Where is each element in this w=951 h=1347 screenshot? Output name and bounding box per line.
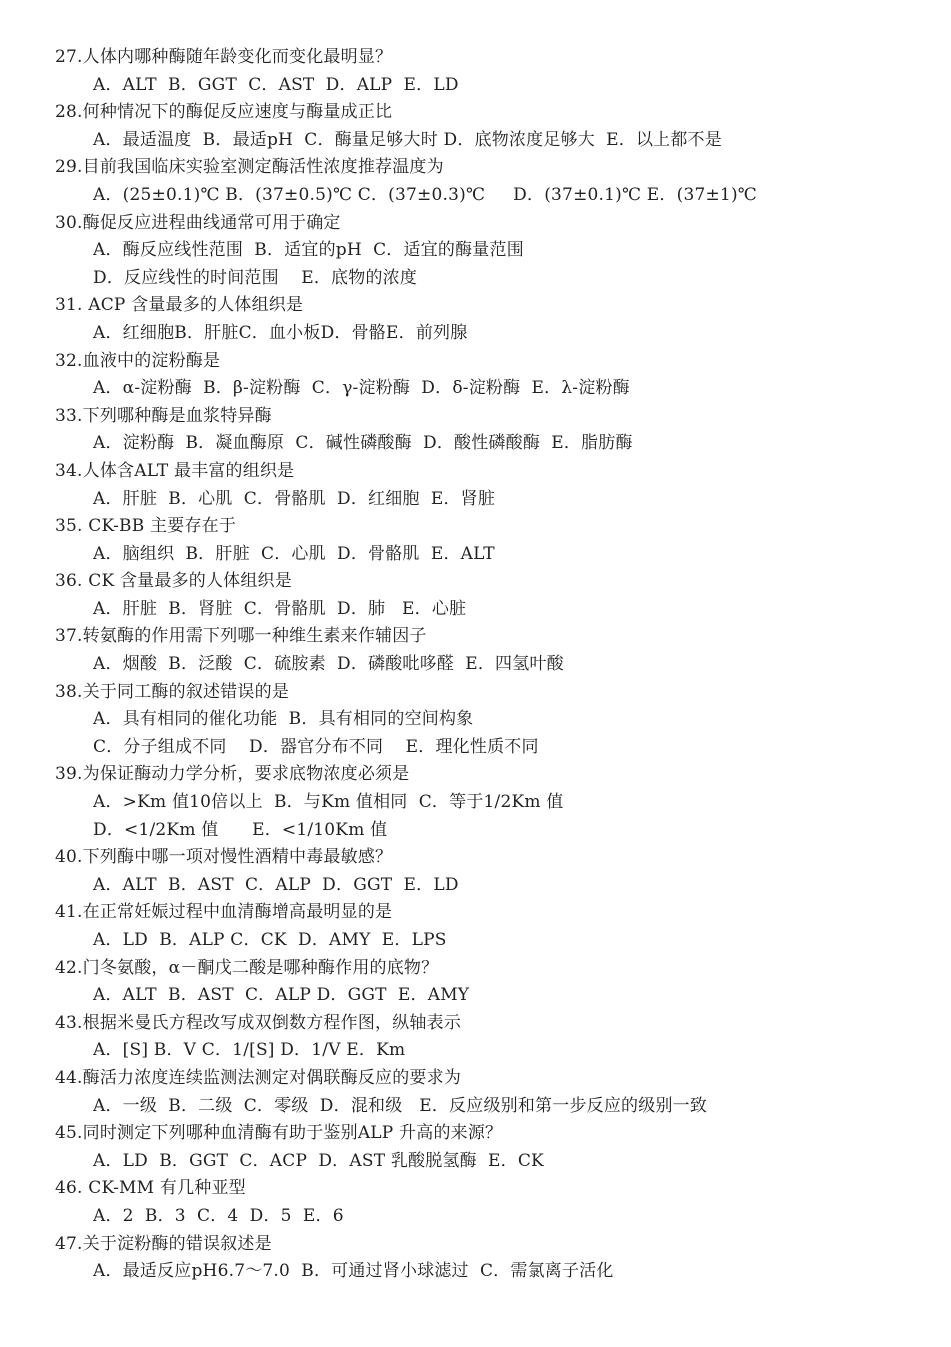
answer-options: A．LD B．GGT C．ACP D．AST 乳酸脱氢酶 E．CK — [93, 1150, 544, 1171]
question-block — [55, 348, 935, 403]
answer-options: A．一级 B．二级 C．零级 D．混和级 E．反应级别和第一步反应的级别一致 — [93, 1095, 708, 1116]
question-text: 30.酶促反应进程曲线通常可用于确定 — [55, 212, 341, 233]
answer-options: A．>Km 值10倍以上 B．与Km 值相同 C．等于1/2Km 值 — [93, 792, 564, 813]
answer-options: A．[S] B．V C．1/[S] D．1/V E．Km — [93, 1040, 406, 1061]
answer-options: A．肝脏 B．肾脏 C．骨骼肌 D．肺 E．心脏 — [93, 598, 467, 619]
question-text: 40.下列酶中哪一项对慢性酒精中毒最敏感？ — [55, 847, 393, 868]
question-block — [55, 154, 935, 209]
question-block — [55, 955, 935, 1010]
question-block — [55, 844, 935, 899]
question-block — [55, 403, 935, 458]
answer-options: A．具有相同的催化功能 B．具有相同的空间构象 — [93, 709, 474, 730]
question-block — [55, 99, 935, 154]
question-block — [55, 1175, 935, 1230]
question-text: 32.血液中的淀粉酶是 — [55, 350, 221, 371]
question-text: 41.在正常妊娠过程中血清酶增高最明显的是 — [55, 902, 393, 923]
question-block — [55, 1010, 935, 1065]
question-block — [55, 623, 935, 678]
question-text: 39.为保证酶动力学分析，要求底物浓度必须是 — [55, 764, 410, 785]
answer-options: A．ALT B．GGT C．AST D．ALP E．LD — [93, 74, 459, 95]
question-block — [55, 899, 935, 954]
question-text: 44.酶活力浓度连续监测法测定对偶联酶反应的要求为 — [55, 1067, 462, 1088]
answer-options: A．烟酸 B．泛酸 C．硫胺素 D．磷酸吡哆醛 E．四氢叶酸 — [93, 654, 564, 675]
question-block — [55, 568, 935, 623]
answer-options: A．ALT B．AST C．ALP D．GGT E．AMY — [93, 985, 470, 1006]
question-block — [55, 1065, 935, 1120]
answer-options: A．酶反应线性范围 B．适宜的pH C．适宜的酶量范围 — [93, 240, 524, 261]
question-block — [55, 1120, 935, 1175]
question-block — [55, 458, 935, 513]
question-text: 35. CK-BB 主要存在于 — [55, 516, 237, 537]
question-text: 34.人体含ALT 最丰富的组织是 — [55, 460, 295, 481]
answer-options: A．最适反应pH6.7～7.0 B．可通过肾小球滤过 C．需氯离子活化 — [93, 1261, 614, 1282]
answer-options: A．淀粉酶 B．凝血酶原 C．碱性磷酸酶 D．酸性磷酸酶 E．脂肪酶 — [93, 433, 633, 454]
question-text: 47.关于淀粉酶的错误叙述是 — [55, 1233, 272, 1254]
question-text: 31. ACP 含量最多的人体组织是 — [55, 295, 304, 316]
question-text: 33.下列哪种酶是血浆特异酶 — [55, 405, 272, 426]
question-text: 45.同时测定下列哪种血清酶有助于鉴别ALP 升高的来源？ — [55, 1123, 503, 1144]
question-block — [55, 210, 935, 293]
answer-options: A．2 B．3 C．4 D．5 E．6 — [93, 1205, 344, 1226]
question-block — [55, 679, 935, 762]
question-block — [55, 513, 935, 568]
question-text: 42.门冬氨酸，α－酮戊二酸是哪种酶作用的底物？ — [55, 957, 439, 978]
question-block — [55, 1231, 935, 1286]
answer-options: A．最适温度 B．最适pH C．酶量足够大时 D．底物浓度足够大 E．以上都不是 — [93, 129, 722, 150]
answer-options: A．脑组织 B．肝脏 C．心肌 D．骨骼肌 E．ALT — [93, 543, 495, 564]
question-text: 36. CK 含量最多的人体组织是 — [55, 571, 292, 592]
answer-options: D．反应线性的时间范围 E．底物的浓度 — [93, 267, 418, 288]
question-block — [55, 44, 935, 99]
question-block — [55, 292, 935, 347]
question-text: 46. CK-MM 有几种亚型 — [55, 1178, 246, 1199]
answer-options: A．LD B．ALP C．CK D．AMY E．LPS — [93, 930, 447, 950]
question-list — [55, 44, 935, 1286]
question-text: 28.何种情况下的酶促反应速度与酶量成正比 — [55, 102, 393, 123]
answer-options: A．红细胞B．肝脏C．血小板D．骨骼E．前列腺 — [93, 322, 468, 343]
question-text: 37.转氨酶的作用需下列哪一种维生素来作辅因子 — [55, 626, 427, 647]
answer-options: A．ALT B．AST C．ALP D．GGT E．LD — [93, 874, 459, 895]
question-text: 43.根据米曼氏方程改写成双倒数方程作图，纵轴表示 — [55, 1012, 462, 1033]
answer-options: C．分子组成不同 D．器官分布不同 E．理化性质不同 — [93, 736, 539, 757]
answer-options: A．α-淀粉酶 B．β-淀粉酶 C．γ-淀粉酶 D．δ-淀粉酶 E．λ-淀粉酶 — [93, 378, 630, 399]
question-text: 29.目前我国临床实验室测定酶活性浓度推荐温度为 — [55, 157, 444, 178]
answer-options: A．(25±0.1)℃ B．(37±0.5)℃ C．(37±0.3)℃ D．(37±0.1)℃ E．(37±1)℃ — [93, 184, 757, 205]
question-text: 27.人体内哪种酶随年龄变化而变化最明显？ — [55, 47, 393, 67]
answer-options: D．<1/2Km 值 E．<1/10Km 值 — [93, 819, 388, 840]
question-text: 38.关于同工酶的叙述错误的是 — [55, 681, 290, 702]
question-block — [55, 761, 935, 844]
answer-options: A．肝脏 B．心肌 C．骨骼肌 D．红细胞 E．肾脏 — [93, 488, 496, 509]
